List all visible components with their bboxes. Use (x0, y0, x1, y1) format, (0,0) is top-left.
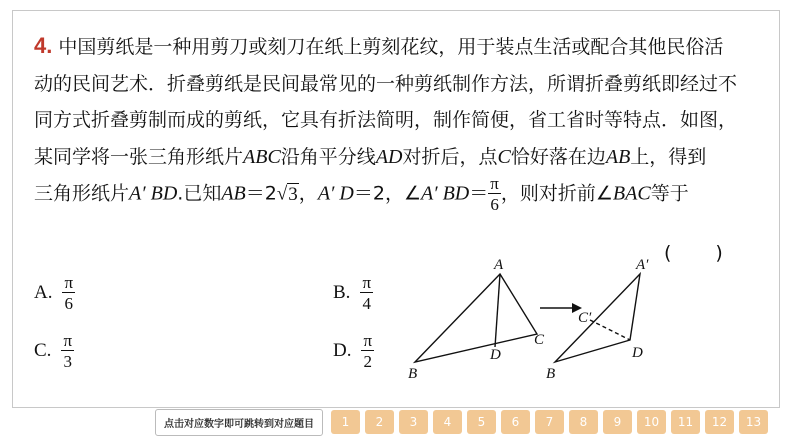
nav-button-3[interactable]: 3 (399, 410, 428, 434)
sqrt-expression: √3 (276, 183, 298, 205)
question-line-1: 4. 中国剪纸是一种用剪刀或刻刀在纸上剪刻花纹，用于装点生活或配合其他民俗活 (34, 33, 724, 58)
triangle-a-prime-bd (555, 274, 640, 362)
label-a: A (494, 257, 504, 273)
question-number: 4. (34, 33, 53, 58)
nav-button-9[interactable]: 9 (603, 410, 632, 434)
fold-arrow (540, 303, 582, 313)
nav-button-4[interactable]: 4 (433, 410, 462, 434)
label-d: D (490, 347, 501, 363)
folding-diagram (400, 252, 670, 382)
nav-hint: 点击对应数字即可跳转到对应题目 (155, 409, 323, 436)
fraction-pi-6: $\frac{\pi}{6}$ (490, 174, 499, 215)
question-line-5: 三角形纸片A′ BD.已知AB＝2√3，A′ D＝2，∠A′ BD＝ $\frac{\pi}{6}$ ，则对折前∠BAC等于 (34, 174, 689, 215)
label-d-right: D (632, 345, 643, 361)
label-b-right: B (546, 366, 556, 382)
nav-button-13[interactable]: 13 (739, 410, 768, 434)
option-b[interactable]: B. $\frac{\pi}{4}$ (333, 273, 372, 313)
nav-button-11[interactable]: 11 (671, 410, 700, 434)
bisector-ad (495, 274, 500, 347)
option-d[interactable]: D. $\frac{\pi}{2}$ (333, 331, 373, 371)
question-line-3: 同方式折叠剪制而成的剪纸，它具有折法简明，制作简便，省工省时等特点．如图， (34, 109, 738, 132)
question-nav-bar (155, 410, 773, 434)
nav-buttons (331, 410, 773, 434)
option-c[interactable]: C. $\frac{\pi}{3}$ (34, 331, 73, 371)
label-a-prime: A′ (636, 257, 649, 273)
nav-button-12[interactable]: 12 (705, 410, 734, 434)
nav-button-2[interactable]: 2 (365, 410, 394, 434)
nav-button-6[interactable]: 6 (501, 410, 530, 434)
nav-button-5[interactable]: 5 (467, 410, 496, 434)
label-c: C (534, 332, 545, 348)
answer-blank: ( ) (664, 242, 725, 264)
option-a[interactable]: A. $\frac{\pi}{6}$ (34, 273, 74, 313)
question-text (34, 28, 764, 213)
triangle-abc (415, 274, 537, 362)
nav-button-1[interactable]: 1 (331, 410, 360, 434)
question-line-2: 动的民间艺术．折叠剪纸是民间最常见的一种剪纸制作方法，所谓折叠剪纸即经过不 (34, 72, 738, 95)
question-line-4: 某同学将一张三角形纸片ABC沿角平分线AD对折后，点C恰好落在边AB上，得到 (34, 145, 707, 168)
label-c-prime: C′ (578, 310, 592, 326)
label-b: B (408, 366, 418, 382)
nav-button-10[interactable]: 10 (637, 410, 666, 434)
nav-button-7[interactable]: 7 (535, 410, 564, 434)
dashed-segment-c-prime-d (590, 320, 630, 340)
nav-button-8[interactable]: 8 (569, 410, 598, 434)
